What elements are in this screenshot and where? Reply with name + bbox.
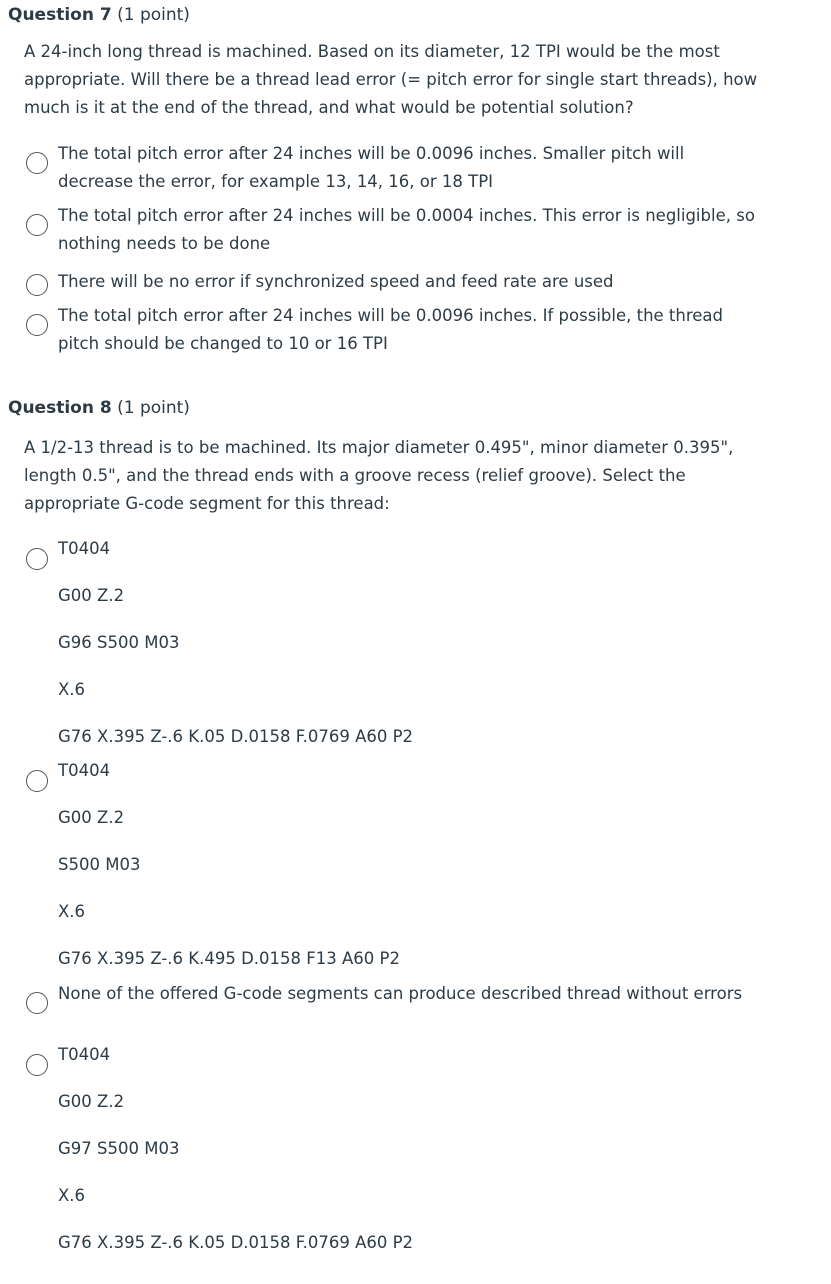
code-line: G97 S500 M03 xyxy=(58,1139,180,1158)
question-8-points: (1 point) xyxy=(117,398,190,418)
radio-button[interactable] xyxy=(26,548,48,570)
radio-button[interactable] xyxy=(26,314,48,336)
code-line: S500 M03 xyxy=(58,855,141,874)
code-line: X.6 xyxy=(58,680,86,699)
question-7-header xyxy=(8,4,190,26)
radio-button[interactable] xyxy=(26,274,48,296)
option-label: The total pitch error after 24 inches will be 0.0096 inches. Smaller pitch will decrease the error, for example 13, 14, 16, or 18 TPI xyxy=(58,144,685,191)
radio-button[interactable] xyxy=(26,152,48,174)
code-line: G76 X.395 Z-.6 K.495 D.0158 F13 A60 P2 xyxy=(58,949,400,968)
radio-button[interactable] xyxy=(26,992,48,1014)
question-8-number: Question 8 xyxy=(8,398,112,418)
code-line: T0404 xyxy=(58,1045,111,1064)
question-7-points: (1 point) xyxy=(117,5,190,25)
code-line: X.6 xyxy=(58,1186,86,1205)
code-line: T0404 xyxy=(58,539,111,558)
code-line: G00 Z.2 xyxy=(58,1092,125,1111)
code-line: G76 X.395 Z-.6 K.05 D.0158 F.0769 A60 P2 xyxy=(58,727,414,746)
radio-button[interactable] xyxy=(26,770,48,792)
option-label: There will be no error if synchronized speed and feed rate are used xyxy=(58,272,614,291)
code-line: G00 Z.2 xyxy=(58,586,125,605)
option-label: The total pitch error after 24 inches will be 0.0004 inches. This error is negligible, so nothing needs to be done xyxy=(58,206,755,253)
code-line: T0404 xyxy=(58,761,111,780)
radio-button[interactable] xyxy=(26,1054,48,1076)
code-line: G76 X.395 Z-.6 K.05 D.0158 F.0769 A60 P2 xyxy=(58,1233,414,1252)
code-line: X.6 xyxy=(58,902,86,921)
question-8-header xyxy=(8,397,190,419)
radio-button[interactable] xyxy=(26,214,48,236)
code-line: G00 Z.2 xyxy=(58,808,125,827)
code-line: G96 S500 M03 xyxy=(58,633,180,652)
option-label: None of the offered G-code segments can produce described thread without errors xyxy=(58,984,743,1003)
question-7-prompt: A 24-inch long thread is machined. Based on its diameter, 12 TPI would be the most appropriate. Will there be a thread lead error (= pitch error for single start threads), how much is it at the end of the thread, and what would be potential solution? xyxy=(24,42,758,117)
option-label: The total pitch error after 24 inches will be 0.0096 inches. If possible, the thread pitch should be changed to 10 or 16 TPI xyxy=(58,306,724,353)
question-8-prompt: A 1/2-13 thread is to be machined. Its major diameter 0.495", minor diameter 0.395", length 0.5", and the thread ends with a groove recess (relief groove). Select the appropriate G-code segment for this thread: xyxy=(24,438,734,513)
question-7-number: Question 7 xyxy=(8,5,112,25)
